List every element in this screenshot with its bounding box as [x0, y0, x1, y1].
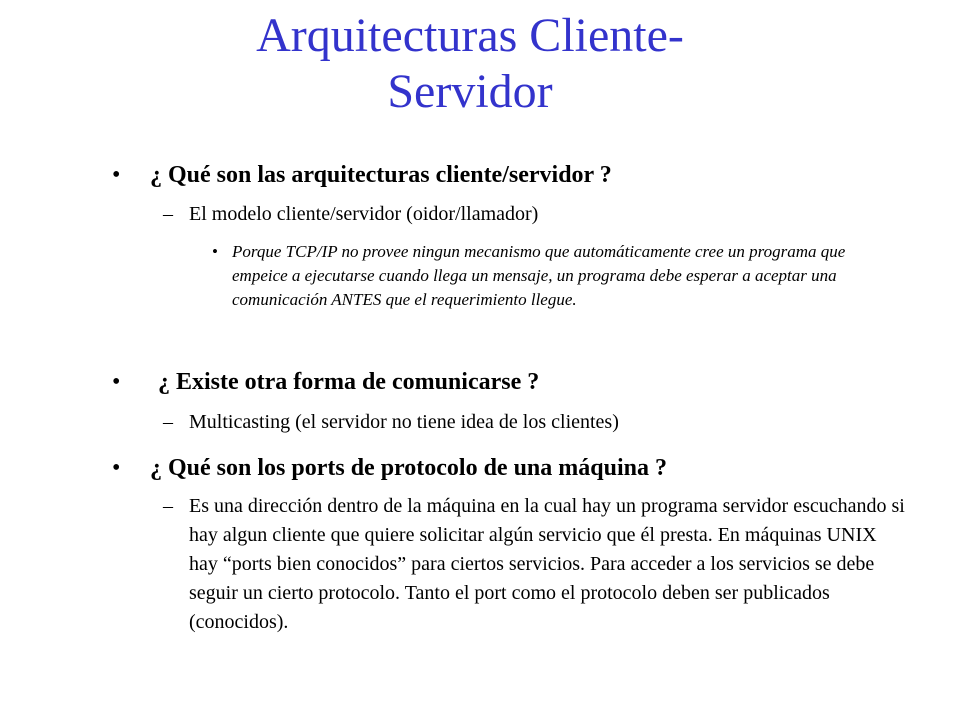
- slide-title: [0, 8, 940, 120]
- question-1: ¿ Qué son las arquitecturas cliente/servidor ?: [150, 162, 612, 188]
- question-3: ¿ Qué son los ports de protocolo de una máquina ?: [150, 455, 667, 481]
- title-line-2: Servidor: [387, 65, 553, 118]
- answer-1-detail: Porque TCP/IP no provee ningun mecanismo que automáticamente cree un programa que empeice a ejecutarse cuando llega un mensaje, un programa debe esperar a aceptar una comunicación ANTES que el requerimiento llegue.: [232, 242, 846, 309]
- answer-1: El modelo cliente/servidor (oidor/llamador): [189, 203, 539, 225]
- bullet-q1: •: [112, 162, 121, 188]
- dash-q1: –: [163, 203, 173, 225]
- answer-3: Es una dirección dentro de la máquina en la cual hay un programa servidor escuchando si hay algun cliente que quiere solicitar algún servicio que él presta. En máquinas UNIX hay “ports bien conocidos” para ciertos servicios. Para acceder a los servicios se debe seguir un cierto protocolo. Tanto el port como el protocolo deben ser publicados (conocidos).: [189, 495, 905, 633]
- answer-2: Multicasting (el servidor no tiene idea de los clientes): [189, 411, 619, 433]
- bullet-q1-detail: •: [212, 242, 218, 261]
- bullet-q2: •: [112, 369, 121, 395]
- question-2: ¿ Existe otra forma de comunicarse ?: [158, 369, 540, 395]
- bullet-q3: •: [112, 455, 121, 481]
- dash-q2: –: [163, 411, 173, 433]
- dash-q3: –: [163, 495, 173, 517]
- title-line-1: Arquitecturas Cliente-: [256, 9, 684, 62]
